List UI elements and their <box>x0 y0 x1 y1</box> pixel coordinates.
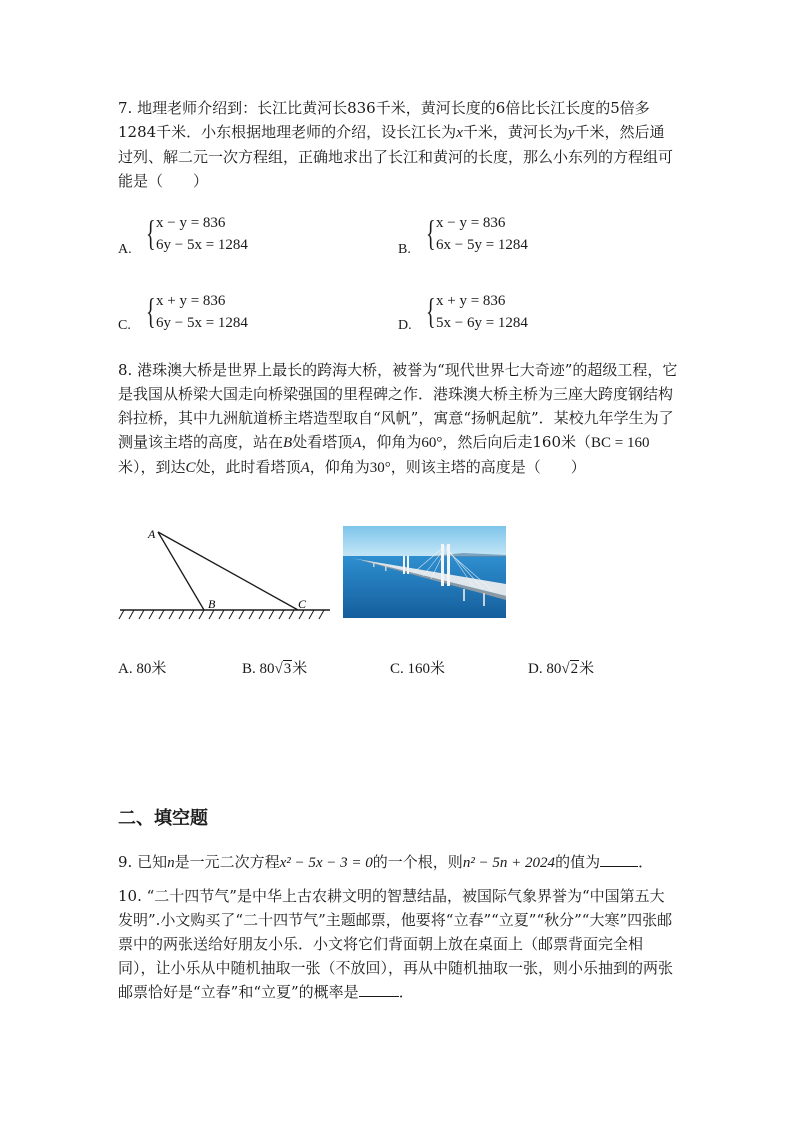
segment-ac <box>158 532 298 610</box>
q8-option-a[interactable]: A. 80米 <box>118 661 167 677</box>
question-10: 10. “二十四节气”是中华上古农耕文明的智慧结晶，被国际气象界誉为“中国第五大发明”.小文购买了“二十四节气”主题邮票，他要将“立春”“立夏”“秋分”“大寒”四张邮票中的两张送给好朋友小乐．小文将它们背面朝上放在桌面上（邮票背面完全相同），让小乐从中随机抽取一张（不放回），再从中随机抽取一张，则小乐抽到的两张邮票恰好是“立春”和“立夏”的概率是 ． <box>118 887 674 1001</box>
bridge-photo <box>343 526 506 618</box>
segment-ab <box>158 532 204 610</box>
sqrt-icon: √ <box>561 661 570 677</box>
brace-icon: { <box>426 291 436 331</box>
equation: x + y = 836 <box>156 293 226 309</box>
brace-icon: { <box>146 291 156 331</box>
answer-blank[interactable] <box>600 852 638 867</box>
q8-option-d[interactable]: D. 80√2米 <box>528 661 595 677</box>
equation: 6y − 5x = 1284 <box>156 315 248 331</box>
section-title: 二、填空题 <box>118 808 208 829</box>
label-c: C <box>298 597 307 611</box>
q7-option-c-letter[interactable]: C. <box>118 318 131 333</box>
equation: 6x − 5y = 1284 <box>436 237 528 253</box>
equation: x + y = 836 <box>436 293 506 309</box>
answer-blank[interactable] <box>359 982 399 997</box>
equation: 6y − 5x = 1284 <box>156 237 248 253</box>
label-a: A <box>148 527 156 541</box>
q8-option-b[interactable]: B. 80√3米 <box>242 661 308 677</box>
triangle-figure <box>118 524 334 624</box>
label-b: B <box>208 597 216 611</box>
equation: x − y = 836 <box>156 215 226 231</box>
q8-option-c[interactable]: C. 160米 <box>390 661 446 677</box>
equation: 5x − 6y = 1284 <box>436 315 528 331</box>
q7-option-a-letter[interactable]: A. <box>118 242 132 257</box>
ground-hatch <box>119 610 324 619</box>
q7-option-b-letter[interactable]: B. <box>398 242 411 257</box>
sqrt-icon: √ <box>274 661 283 677</box>
question-8: 8. 港珠澳大桥是世界上最长的跨海大桥，被誉为“现代世界七大奇迹”的超级工程，它是我国从桥梁大国走向桥梁强国的里程碑之作．港珠澳大桥主桥为三座大跨度钢结构斜拉桥，其中九洲航道桥主塔造型取自“风帆”，寓意“扬帆起航”．某校九年学生为了测量该主塔的高度，站在B处看塔顶A，仰角为60°，然后向后走160米（BC = 160米），到达C处，此时看塔顶A，仰角为30°，则该主塔的高度是（ ） <box>118 361 678 476</box>
equation: x − y = 836 <box>436 215 506 231</box>
brace-icon: { <box>426 213 436 253</box>
q7-option-d-letter[interactable]: D. <box>398 318 412 333</box>
question-7: 7. 地理老师介绍到：长江比黄河长836千米，黄河长度的6倍比长江长度的5倍多1284千米．小东根据地理老师的介绍，设长江长为x千米，黄河长为y千米，然后通过列、解二元一次方程组，正确地求出了长江和黄河的长度，那么小东列的方程组可能是（ ） <box>118 99 674 190</box>
question-9: 9. 已知n是一元二次方程x² − 5x − 3 = 0的一个根，则n² − 5n + 2024的值为 ． <box>118 853 654 871</box>
brace-icon: { <box>146 213 156 253</box>
